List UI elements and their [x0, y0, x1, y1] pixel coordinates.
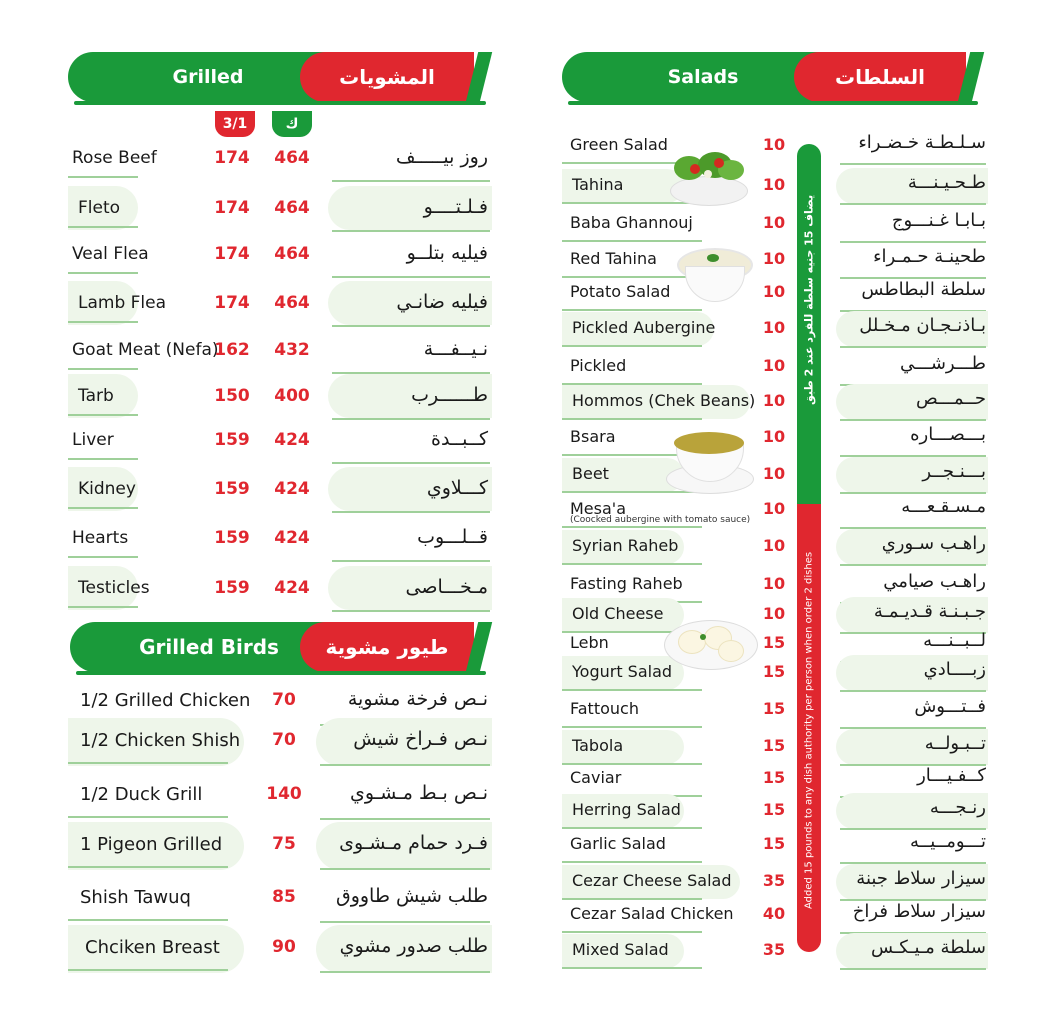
birds-item-price: 85	[272, 887, 296, 907]
row-underline-ar	[840, 241, 986, 243]
row-underline	[562, 689, 702, 691]
grilled-item-name: Rose Beef	[72, 148, 157, 168]
salad-item-arabic: راهـب سـوري	[881, 533, 986, 554]
row-underline	[562, 861, 702, 863]
row-underline	[68, 368, 138, 370]
birds-item-arabic: نـص فرخة مشوية	[347, 688, 488, 710]
birds-item-name: 1/2 Grilled Chicken	[80, 690, 251, 711]
row-underline	[562, 967, 702, 969]
grilled-item-third-price: 174	[214, 293, 250, 313]
row-underline-ar	[332, 325, 490, 327]
salad-item-name: Pickled	[570, 356, 627, 375]
salad-item-arabic: سيزار سلاط فراخ	[852, 901, 986, 922]
salad-item-arabic: بـاذنـجـان مـخـلل	[859, 315, 986, 336]
salad-item-price: 10	[762, 427, 786, 446]
grilled-item-kilo-price: 464	[274, 293, 310, 313]
salad-item-arabic: سلطة البطاطس	[861, 279, 986, 300]
kilo-badge: ك	[272, 111, 312, 137]
salad-item-name: Red Tahina	[570, 249, 657, 268]
salad-item-name: Yogurt Salad	[572, 662, 673, 681]
salad-item-name: Fattouch	[570, 699, 639, 718]
salad-item-arabic: سلطة مـيـكـس	[871, 937, 986, 958]
row-underline-ar	[320, 971, 490, 973]
salads-banner	[562, 52, 980, 102]
salad-item-name: Tahina	[572, 175, 624, 194]
grilled-item-arabic: فيليه بتلــو	[406, 242, 488, 264]
salad-item-price: 10	[762, 175, 786, 194]
birds-item-name: Chciken Breast	[85, 937, 220, 958]
salad-item-arabic: طـحـيـنـــة	[907, 172, 986, 193]
salad-item-arabic: لــبــنـــه	[923, 630, 986, 651]
row-underline	[68, 866, 228, 868]
grilled-title-ar: المشويات	[300, 52, 474, 102]
grilled-item-third-price: 162	[214, 340, 250, 360]
row-underline	[68, 969, 228, 971]
salad-item-arabic: طحينـة حـمـراء	[873, 246, 986, 267]
grilled-item-kilo-price: 424	[274, 479, 310, 499]
row-underline	[562, 931, 702, 933]
salad-item-price: 10	[762, 282, 786, 301]
grilled-item-name: Liver	[72, 430, 114, 450]
salad-item-name: Beet	[572, 464, 609, 483]
grilled-banner	[68, 52, 488, 102]
salad-item-price: 15	[762, 768, 786, 787]
salad-item-name: Lebn	[570, 633, 609, 652]
salad-item-price: 40	[762, 904, 786, 923]
grilled-item-name: Fleto	[78, 198, 121, 218]
salad-item-arabic: كــفـيـــار	[917, 765, 986, 786]
salad-item-price: 15	[762, 662, 786, 681]
grilled-item-name: Kidney	[78, 479, 136, 499]
cheese-plate-image	[664, 618, 758, 670]
row-underline	[68, 606, 138, 608]
row-underline	[68, 762, 228, 764]
salads-title-en: Salads	[562, 52, 844, 102]
salad-bowl-image	[668, 150, 748, 206]
birds-item-name: 1/2 Chicken Shish	[80, 730, 241, 751]
grilled-item-third-price: 174	[214, 244, 250, 264]
row-underline	[562, 418, 702, 420]
salad-item-name: Mixed Salad	[572, 940, 669, 959]
row-underline	[68, 176, 138, 178]
row-underline-ar	[320, 764, 490, 766]
tahina-bowl-image	[677, 248, 751, 302]
salad-item-arabic: طـــرشـــي	[900, 353, 986, 374]
grilled-item-arabic: فـلـتــــو	[423, 196, 488, 218]
salad-item-arabic: بـــنـجــر	[922, 461, 986, 482]
grilled-item-kilo-price: 424	[274, 430, 310, 450]
row-underline-ar	[332, 230, 490, 232]
row-underline-ar	[332, 560, 490, 562]
salad-item-price: 10	[762, 464, 786, 483]
grilled-item-third-price: 159	[214, 578, 250, 598]
row-underline	[562, 898, 702, 900]
birds-item-price: 140	[266, 784, 302, 804]
row-underline	[562, 345, 702, 347]
row-underline-ar	[332, 180, 490, 182]
row-underline	[68, 556, 138, 558]
salad-item-arabic: زبــــادي	[923, 659, 986, 680]
row-underline-ar	[840, 968, 986, 970]
row-underline-ar	[332, 276, 490, 278]
grilled-item-third-price: 150	[214, 386, 250, 406]
grilled-item-kilo-price: 424	[274, 578, 310, 598]
grilled-item-name: Veal Flea	[72, 244, 149, 264]
salad-item-price: 10	[762, 213, 786, 232]
birds-item-price: 75	[272, 834, 296, 854]
salad-item-arabic: تــبـولــه	[924, 733, 986, 754]
salad-item-name: Herring Salad	[572, 800, 681, 819]
grilled-item-kilo-price: 432	[274, 340, 310, 360]
salad-item-price: 15	[762, 834, 786, 853]
note-arabic: يضاف 15 جنيه سلطة للفرد عند 2 طبق	[802, 194, 816, 406]
row-underline-ar	[332, 418, 490, 420]
grilled-item-kilo-price: 464	[274, 244, 310, 264]
row-underline-ar	[840, 828, 986, 830]
salad-item-price: 35	[762, 940, 786, 959]
birds-item-arabic: نـص فـراخ شيش	[353, 728, 488, 750]
birds-item-name: 1/2 Duck Grill	[80, 784, 203, 805]
birds-banner	[70, 622, 488, 672]
salad-item-price: 15	[762, 699, 786, 718]
row-underline	[562, 240, 702, 242]
salad-item-name: Cezar Cheese Salad	[572, 871, 732, 890]
salad-item-name: Baba Ghannouj	[570, 213, 693, 232]
row-underline	[68, 458, 138, 460]
grilled-item-arabic: كــبــدة	[431, 428, 488, 450]
birds-title-ar: طيور مشوية	[300, 622, 474, 672]
salad-item-arabic: سـلـطـة خـضـراء	[858, 132, 986, 153]
salad-item-subtitle: (Coocked aubergine with tomato sauce)	[570, 515, 751, 525]
row-underline	[562, 827, 702, 829]
row-underline	[68, 272, 138, 274]
salad-item-name: Potato Salad	[570, 282, 671, 301]
salad-item-price: 10	[762, 356, 786, 375]
row-underline	[562, 726, 702, 728]
salad-item-arabic: مـسـقـعـــه	[901, 496, 986, 517]
grilled-title-en: Grilled	[68, 52, 348, 102]
row-underline-ar	[840, 346, 986, 348]
salad-item-name: Garlic Salad	[570, 834, 666, 853]
grilled-item-arabic: كـــلاوي	[426, 477, 488, 499]
row-underline-ar	[320, 868, 490, 870]
salad-item-price: 10	[762, 499, 786, 518]
birds-item-price: 70	[272, 730, 296, 750]
grilled-item-arabic: مـخـــاصى	[405, 576, 488, 598]
salad-item-arabic: راهـب صيامي	[883, 571, 986, 592]
salad-item-price: 10	[762, 135, 786, 154]
salads-title-ar: السلطات	[794, 52, 966, 102]
grilled-item-arabic: طــــــرب	[411, 384, 488, 406]
row-underline-ar	[840, 163, 986, 165]
salad-item-price: 15	[762, 736, 786, 755]
row-underline	[68, 321, 138, 323]
birds-title-en: Grilled Birds	[70, 622, 348, 672]
grilled-item-kilo-price: 400	[274, 386, 310, 406]
salad-item-price: 10	[762, 574, 786, 593]
salad-item-arabic: رنـجـــه	[929, 797, 986, 818]
row-underline-ar	[840, 564, 986, 566]
grilled-item-name: Testicles	[78, 578, 150, 598]
salad-item-price: 10	[762, 249, 786, 268]
grilled-item-third-price: 174	[214, 198, 250, 218]
salad-item-arabic: فــتـــوش	[914, 696, 986, 717]
grilled-item-third-price: 159	[214, 430, 250, 450]
row-underline	[68, 414, 138, 416]
salad-item-price: 10	[762, 391, 786, 410]
grilled-item-name: Hearts	[72, 528, 129, 548]
row-underline-ar	[840, 419, 986, 421]
grilled-item-arabic: روز بيـــــف	[395, 146, 488, 168]
note-english: Added 15 pounds to any dish authority per person when order 2 dishes	[803, 551, 815, 909]
grilled-item-kilo-price: 424	[274, 528, 310, 548]
salad-item-price: 15	[762, 633, 786, 652]
birds-item-arabic: طلب شيش طاووق	[335, 885, 488, 907]
row-underline-ar	[320, 818, 490, 820]
salad-item-price: 10	[762, 318, 786, 337]
grilled-item-arabic: قــلـــوب	[417, 526, 488, 548]
row-underline-ar	[840, 203, 986, 205]
birds-item-name: 1 Pigeon Grilled	[80, 834, 223, 855]
salad-item-name: Cezar Salad Chicken	[570, 904, 734, 923]
birds-item-name: Shish Tawuq	[80, 887, 191, 908]
grilled-item-arabic: فيليه ضانـي	[396, 291, 488, 313]
row-underline	[68, 507, 138, 509]
salad-item-name: Mesa'a	[570, 499, 626, 518]
grilled-item-name: Tarb	[78, 386, 114, 406]
row-underline-ar	[320, 921, 490, 923]
salad-item-arabic: حــمـــص	[916, 388, 986, 409]
third-kilo-badge: 3/1	[215, 111, 255, 137]
grilled-item-kilo-price: 464	[274, 198, 310, 218]
salad-item-name: Syrian Raheb	[572, 536, 679, 555]
row-underline-ar	[332, 511, 490, 513]
row-underline-ar	[840, 690, 986, 692]
salad-item-arabic: سيزار سلاط جبنة	[856, 868, 986, 889]
birds-item-arabic: فـرد حمام مـشـوى	[339, 832, 488, 854]
salad-item-arabic: بـــصـــاره	[910, 424, 986, 445]
row-underline-ar	[332, 462, 490, 464]
grilled-item-arabic: نـيــفـــة	[423, 338, 488, 360]
soup-bowl-image	[666, 430, 754, 494]
grilled-item-name: Lamb Flea	[78, 293, 167, 313]
birds-item-arabic: طلب صدور مشوي	[339, 935, 488, 957]
salad-item-name: Hommos (Chek Beans)	[572, 391, 756, 410]
salad-item-name: Fasting Raheb	[570, 574, 683, 593]
salad-item-arabic: تـــومــيــه	[910, 831, 986, 852]
row-underline-ar	[332, 610, 490, 612]
salad-item-name: Bsara	[570, 427, 616, 446]
row-underline	[562, 563, 702, 565]
birds-item-price: 90	[272, 937, 296, 957]
salad-item-price: 10	[762, 536, 786, 555]
salad-item-name: Tabola	[572, 736, 624, 755]
salad-item-name: Pickled Aubergine	[572, 318, 716, 337]
row-underline	[68, 226, 138, 228]
row-underline	[562, 309, 702, 311]
row-underline	[562, 526, 702, 528]
grilled-item-name: Goat Meat (Nefa)	[72, 340, 219, 360]
grilled-item-third-price: 174	[214, 148, 250, 168]
row-underline	[562, 763, 702, 765]
salad-item-name: Old Cheese	[572, 604, 664, 623]
grilled-item-third-price: 159	[214, 479, 250, 499]
salad-item-arabic: بـابـا غـنـــوج	[891, 210, 986, 231]
salad-item-name: Green Salad	[570, 135, 668, 154]
row-underline	[68, 919, 228, 921]
row-underline-ar	[840, 492, 986, 494]
birds-item-price: 70	[272, 690, 296, 710]
salad-item-price: 10	[762, 604, 786, 623]
salad-item-price: 15	[762, 800, 786, 819]
grilled-item-kilo-price: 464	[274, 148, 310, 168]
salad-item-arabic: جـبـنـة قـديـمـة	[873, 601, 986, 622]
grilled-item-third-price: 159	[214, 528, 250, 548]
row-underline	[68, 816, 228, 818]
birds-item-arabic: نـص بـط مـشـوي	[349, 782, 488, 804]
salad-item-name: Caviar	[570, 768, 622, 787]
salad-item-price: 35	[762, 871, 786, 890]
